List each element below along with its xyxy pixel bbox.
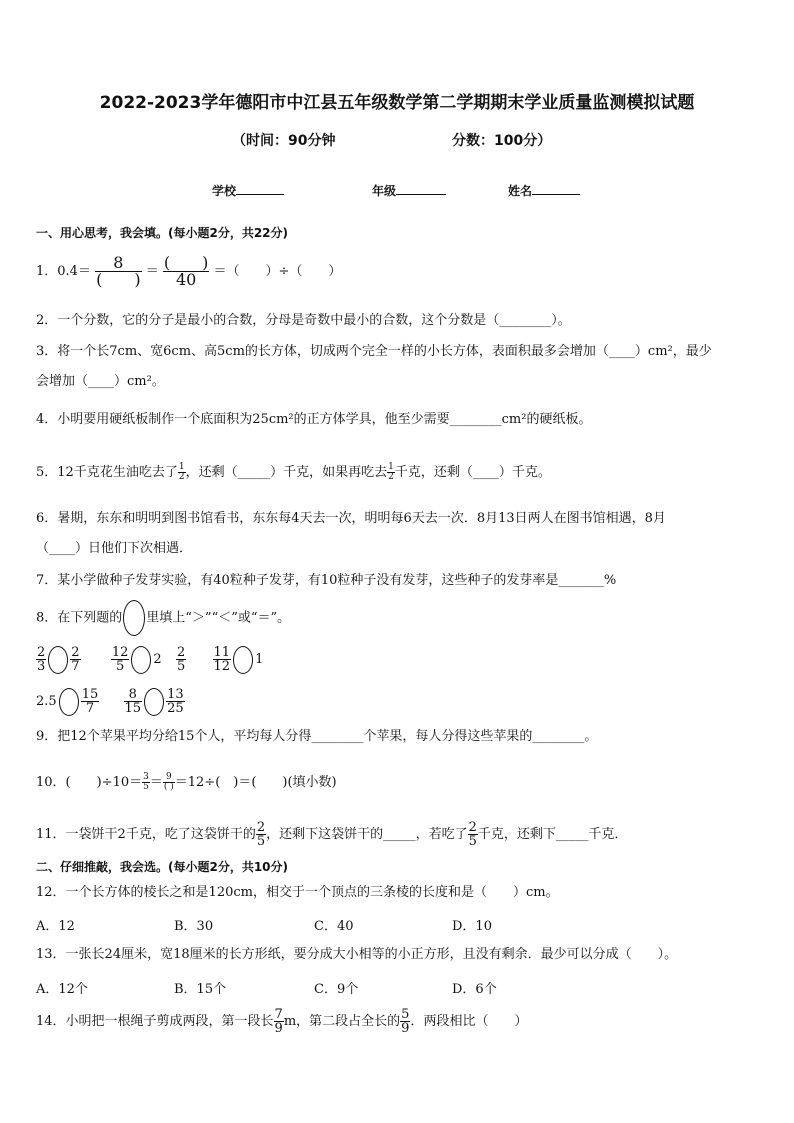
q13-option-d[interactable]: D．6个 xyxy=(452,982,497,997)
question-10 xyxy=(36,770,337,796)
denominator: 5 xyxy=(468,834,477,849)
q11-text-a: 11．一袋饼干2千克，吃了这袋饼干的 xyxy=(36,827,256,842)
q1-fraction-2 xyxy=(163,255,210,288)
q8-r2-c1-left: 2.5 xyxy=(36,694,57,709)
numerator: 15 xyxy=(81,687,99,702)
q12-option-d[interactable]: D．10 xyxy=(452,919,492,934)
q11-fraction-1 xyxy=(256,821,266,848)
numerator: 9 xyxy=(163,773,175,783)
q8-r2-c1-right xyxy=(81,688,100,715)
q8-r1-c1-oval[interactable] xyxy=(48,646,68,674)
q8-r2-c2-oval[interactable] xyxy=(144,688,164,716)
q1-f1-denominator: ( ) xyxy=(96,270,141,289)
grade-field xyxy=(372,182,446,199)
question-13: 13．一张长24厘米，宽18厘米的长方形纸，要分成大小相等的小正方形，且没有剩余．最少可以分成（ ）。 xyxy=(36,947,678,962)
q8-text-a: 8．在下列题的 xyxy=(36,610,123,626)
q10-text-a: 10．( )÷10＝ xyxy=(36,775,143,790)
numerator: 2 xyxy=(71,645,80,660)
q5-text-c: 千克，还剩（____）千克。 xyxy=(394,465,551,480)
grade-blank[interactable] xyxy=(396,182,446,195)
numerator: 12 xyxy=(111,645,129,660)
q8-r2-c2-right xyxy=(166,688,185,715)
numerator: 8 xyxy=(124,688,143,702)
name-field xyxy=(508,182,580,199)
school-label: 学校 xyxy=(212,184,237,198)
q5-f1-denominator: 2 xyxy=(178,472,185,482)
section-1-heading: 一、用心思考，我会填。(每小题2分，共22分) xyxy=(36,226,289,240)
q12-option-c[interactable]: C．40 xyxy=(314,919,354,934)
school-field xyxy=(212,182,284,199)
denominator: 5 xyxy=(143,782,149,792)
q10-text-b: ＝12÷( )＝( )(填小数) xyxy=(174,775,337,790)
question-8 xyxy=(36,600,290,637)
numerator: 2 xyxy=(37,645,46,660)
denominator: 7 xyxy=(85,701,95,716)
grade-label: 年级 xyxy=(372,184,397,198)
exam-time: （时间：90分钟 xyxy=(232,133,336,149)
q8-row-1 xyxy=(36,640,263,680)
question-6-line-2: （____）日他们下次相遇． xyxy=(36,541,193,556)
q1-f2-denominator: 40 xyxy=(175,270,197,289)
q1-f2-numerator: ( ) xyxy=(163,253,209,272)
denominator: 7 xyxy=(71,659,80,674)
q5-f2-numerator: 1 xyxy=(388,462,394,472)
question-3-line-2: 会增加（____）cm²。 xyxy=(36,374,165,389)
q14-fraction-2 xyxy=(400,1008,410,1035)
q8-r1-c2-left xyxy=(111,646,130,673)
denominator: 15 xyxy=(124,701,142,716)
q13-option-c[interactable]: C．9个 xyxy=(314,982,359,997)
q8-r1-c4-left xyxy=(213,646,232,673)
numerator: 7 xyxy=(274,1007,283,1022)
numerator: 11 xyxy=(213,645,231,660)
q8-r1-c1-right xyxy=(70,646,80,673)
question-2: 2．一个分数，它的分子是最小的合数，分母是奇数中最小的合数，这个分数是（________）。 xyxy=(36,313,571,328)
question-14 xyxy=(36,1004,527,1040)
q5-f1-numerator: 1 xyxy=(178,462,185,472)
exam-score: 分数：100分） xyxy=(452,133,552,149)
denominator: 5 xyxy=(115,659,125,674)
q14-fraction-1 xyxy=(274,1008,284,1035)
question-5 xyxy=(36,460,551,486)
numerator: 13 xyxy=(167,687,184,702)
q10-fraction-2 xyxy=(163,773,175,792)
numerator: 2 xyxy=(176,645,186,660)
q14-text-b: m，第二段占全长的 xyxy=(283,1014,401,1029)
q5-fraction-2 xyxy=(387,463,395,482)
denominator: 5 xyxy=(256,834,266,849)
q1-text: 1．0.4＝ xyxy=(36,264,91,279)
q8-r1-c4-oval[interactable] xyxy=(233,646,253,674)
question-3-line-1: 3．将一个长7cm、宽6cm、高5cm的长方体，切成两个完全一样的小长方体，表面积最多会增加（____）cm²，最少 xyxy=(36,344,712,359)
q8-row-2 xyxy=(36,682,185,722)
q13-option-a[interactable]: A．12个 xyxy=(36,982,88,997)
denominator: ( ) xyxy=(163,782,174,792)
q8-r1-c3 xyxy=(176,646,186,673)
q8-r1-c1-left xyxy=(36,646,46,673)
q8-r2-c2-left xyxy=(124,688,143,715)
question-1 xyxy=(36,252,341,292)
q11-text-b: ，还剩下这袋饼干的_____，若吃了 xyxy=(266,827,468,842)
q1-equals: ＝ xyxy=(145,264,159,279)
q13-option-b[interactable]: B．15个 xyxy=(174,982,227,997)
exam-title: 2022-2023学年德阳市中江县五年级数学第二学期期末学业质量监测模拟试题 xyxy=(99,93,695,113)
comparison-oval-icon xyxy=(123,600,145,636)
question-4: 4．小明要用硬纸板制作一个底面积为25cm²的正方体学具，他至少需要________cm²的硬纸板。 xyxy=(36,412,592,427)
numerator: 3 xyxy=(143,772,149,782)
name-blank[interactable] xyxy=(532,182,580,195)
denominator: 3 xyxy=(37,659,46,674)
question-12: 12．一个长方体的棱长之和是120cm，相交于一个顶点的三条棱的长度和是（ ）cm。 xyxy=(36,885,559,900)
q12-option-a[interactable]: A．12 xyxy=(36,919,75,934)
q12-option-b[interactable]: B．30 xyxy=(174,919,214,934)
q10-fraction-1 xyxy=(142,773,150,792)
q10-equals: ＝ xyxy=(149,775,163,790)
q5-fraction-1 xyxy=(178,463,186,482)
school-blank[interactable] xyxy=(236,182,284,195)
question-11 xyxy=(36,818,627,852)
name-label: 姓名 xyxy=(508,184,533,198)
q14-text-c: ．两段相比（ ） xyxy=(410,1014,528,1029)
numerator: 2 xyxy=(256,820,266,835)
q14-text-a: 14．小明把一根绳子剪成两段，第一段长 xyxy=(36,1014,274,1029)
q11-fraction-2 xyxy=(468,821,478,848)
q1-f1-numerator: 8 xyxy=(95,255,142,272)
section-2-heading: 二、仔细推敲，我会选。(每小题2分，共10分) xyxy=(36,860,289,874)
q8-text-b: 里填上“＞”“＜”或“＝”。 xyxy=(146,610,291,626)
denominator: 9 xyxy=(401,1021,410,1036)
denominator: 25 xyxy=(167,701,184,716)
denominator: 12 xyxy=(213,659,231,674)
denominator: 5 xyxy=(176,659,186,674)
q8-r1-c2-right: 2 xyxy=(153,652,162,667)
numerator: 5 xyxy=(401,1007,410,1022)
q1-tail: ＝（ ）÷（ ） xyxy=(213,264,342,279)
q8-r1-c4-right: 1 xyxy=(255,652,264,667)
q5-f2-denominator: 2 xyxy=(388,472,394,482)
denominator: 9 xyxy=(274,1021,283,1036)
question-9: 9．把12个苹果平均分给15个人，平均每人分得________个苹果，每人分得这些苹果的________。 xyxy=(36,729,598,744)
q5-text-a: 5．12千克花生油吃去了 xyxy=(36,465,178,480)
q8-r2-c1-oval[interactable] xyxy=(59,688,79,716)
q1-fraction-1 xyxy=(95,255,142,288)
numerator: 2 xyxy=(468,820,477,835)
question-6-line-1: 6．暑期，东东和明明到图书馆看书，东东每4天去一次，明明每6天去一次．8月13日两人在图书馆相遇，8月 xyxy=(36,511,666,526)
q5-text-b: ，还剩（_____）千克，如果再吃去 xyxy=(185,465,388,480)
q8-r1-c2-oval[interactable] xyxy=(131,646,151,674)
question-7: 7．某小学做种子发芽实验，有40粒种子发芽，有10粒种子没有发芽，这些种子的发芽率是_______% xyxy=(36,573,617,588)
q11-text-c: 千克，还剩下_____千克． xyxy=(477,827,628,842)
